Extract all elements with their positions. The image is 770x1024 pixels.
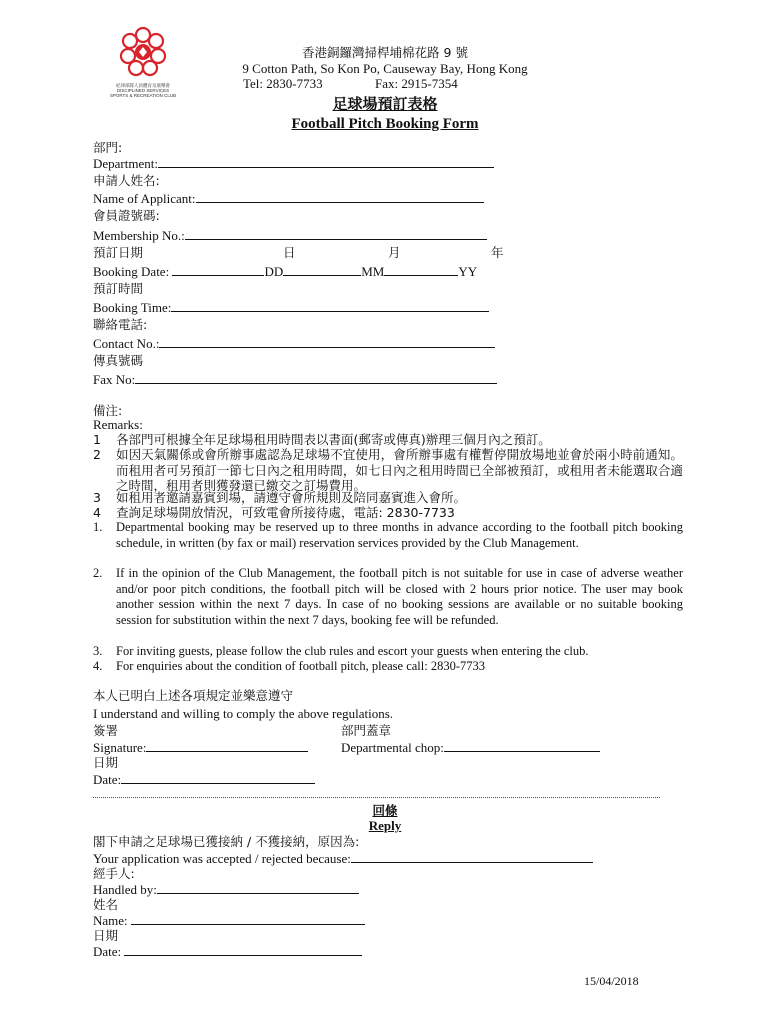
remark-number: 4 (93, 505, 101, 520)
decl-date-field[interactable] (93, 771, 315, 788)
membership-field[interactable] (93, 227, 487, 244)
handled-input-line[interactable] (157, 881, 359, 894)
decl-date-label: Date: (93, 772, 122, 787)
signature-field[interactable] (93, 739, 308, 756)
remark-text: Departmental booking may be reserved up to three months in advance according to the football pitch booking schedule, in written (by fax or mail) reservation services provided by the Club Management. (116, 520, 683, 550)
reply-status-label: Your application was accepted / rejected because: (93, 851, 351, 866)
title-en: Football Pitch Booking Form (291, 116, 479, 132)
reply-date-field[interactable] (93, 943, 362, 960)
remark-zh-1 (93, 432, 683, 448)
decl-date-label-zh: 日期 (93, 755, 119, 770)
contact-field[interactable] (93, 335, 495, 352)
department-label: Department: (93, 156, 158, 171)
reply-title-en: Reply (368, 818, 402, 833)
reply-name-label: Name: (93, 913, 128, 928)
remark-text: 查詢足球場開放情況，可致電會所接待處，電話: 2830-7733 (116, 505, 455, 520)
applicant-label: Name of Applicant: (93, 191, 196, 206)
day-input-line[interactable] (172, 263, 264, 276)
year-label-zh: 年 (491, 245, 504, 260)
department-input-line[interactable] (158, 155, 494, 168)
cut-line-divider (93, 797, 660, 798)
department-field[interactable] (93, 155, 494, 172)
booking-date-label: Booking Date: (93, 264, 170, 279)
declaration-zh: 本人已明白上述各項規定並樂意遵守 (93, 688, 294, 703)
remark-number: 1. (93, 520, 103, 534)
address-zh: 香港銅鑼灣掃桿埔棉花路 9 號 (302, 45, 468, 60)
remark-en-2 (93, 566, 683, 628)
chop-label: Departmental chop: (341, 740, 444, 755)
address-en: 9 Cotton Path, So Kon Po, Causeway Bay, Hong Kong (242, 61, 528, 76)
chop-input-line[interactable] (444, 739, 600, 752)
fax: Fax: 2915-7354 (375, 76, 458, 91)
remark-text: 如因天氣關係或會所辦事處認為足球場不宜使用，會所辦事處有權暫停開放場地並會於兩小時前通知。而租用者可另預訂一節七日內之租用時間，如七日內之租用時間已全部被預訂，或租用者未能選取合適之時間，租用者則獲發還已繳交之訂場費用。 (116, 447, 683, 493)
department-label-zh: 部門: (93, 140, 123, 155)
remark-text: For inviting guests, please follow the club rules and escort your guests when entering the club. (116, 644, 589, 658)
booking-date-field[interactable] (93, 263, 477, 280)
remark-number: 3. (93, 644, 103, 658)
applicant-label-zh: 申請人姓名: (93, 173, 160, 188)
remarks-heading-zh: 備注: (93, 403, 123, 418)
booking-time-label: Booking Time: (93, 300, 172, 315)
remark-zh-2 (93, 447, 683, 494)
signature-input-line[interactable] (146, 739, 308, 752)
remarks-heading-en: Remarks: (93, 417, 143, 432)
fax-label: Fax No: (93, 372, 136, 387)
title-zh: 足球場預訂表格 (332, 95, 438, 113)
remark-text: 如租用者邀請嘉賓到場，請遵守會所規則及陪同嘉賓進入會所。 (116, 490, 467, 505)
remark-zh-4 (93, 505, 683, 521)
remark-number: 1 (93, 432, 101, 447)
contact-input-line[interactable] (159, 335, 495, 348)
booking-date-label-zh: 預訂日期 (93, 245, 144, 260)
fax-label-zh: 傳真號碼 (93, 353, 144, 368)
remark-en-4 (93, 659, 683, 675)
fax-field[interactable] (93, 371, 497, 388)
fax-input-line[interactable] (135, 371, 497, 384)
logo-caption: 紀律部隊人員體育及康樂會 DISCIPLINED SERVICES SPORTS & RECREATION CLUB (109, 83, 177, 98)
remark-en-1 (93, 520, 683, 551)
handled-label-zh: 經手人: (93, 866, 135, 881)
reply-date-label: Date: (93, 944, 122, 959)
membership-input-line[interactable] (185, 227, 487, 240)
booking-time-field[interactable] (93, 299, 489, 316)
reply-name-label-zh: 姓名 (93, 897, 119, 912)
reply-date-input-line[interactable] (124, 943, 362, 956)
signature-label-zh: 簽署 (93, 723, 119, 738)
month-input-line[interactable] (283, 263, 361, 276)
signature-label: Signature: (93, 740, 147, 755)
chop-field[interactable] (341, 739, 600, 756)
contact-label: Contact No.: (93, 336, 160, 351)
reason-input-line[interactable] (351, 850, 593, 863)
decl-date-input-line[interactable] (121, 771, 315, 784)
membership-label: Membership No.: (93, 228, 185, 243)
remark-number: 2. (93, 566, 103, 580)
year-input-line[interactable] (384, 263, 458, 276)
reply-date-label-zh: 日期 (93, 928, 119, 943)
mm-label: MM (361, 264, 385, 279)
footer-date: 15/04/2018 (584, 974, 639, 988)
month-label-zh: 月 (388, 245, 401, 260)
remark-text: For enquiries about the condition of football pitch, please call: 2830-7733 (116, 659, 486, 673)
day-label-zh: 日 (283, 245, 296, 260)
reply-name-input-line[interactable] (131, 912, 365, 925)
booking-time-label-zh: 預訂時間 (93, 281, 144, 296)
contact-label-zh: 聯絡電話: (93, 317, 148, 332)
handled-label: Handled by: (93, 882, 157, 897)
remark-text: If in the opinion of the Club Management, the football pitch is not suitable for use in case of adverse weather and/or poor pitch conditions, the football pitch will be closed with 2 hours prior notice. The user may book another session within the next 7 days. In case of no booking sessions are available or no suitable booking session for substitution within the next 7 days, booking fee will be refunded. (116, 566, 683, 627)
membership-label-zh: 會員證號碼: (93, 208, 160, 223)
handled-field[interactable] (93, 881, 359, 898)
reply-status-zh: 閣下申請之足球場已獲接納 / 不獲接納，原因為: (93, 834, 360, 849)
remark-number: 2 (93, 447, 101, 462)
reply-title-zh: 回條 (372, 803, 398, 818)
reply-name-field[interactable] (93, 912, 365, 929)
applicant-input-line[interactable] (196, 190, 484, 203)
dd-label: DD (264, 264, 284, 279)
applicant-field[interactable] (93, 190, 484, 207)
yy-label: YY (458, 264, 478, 279)
remark-zh-3 (93, 490, 683, 506)
remark-number: 3 (93, 490, 101, 505)
tel: Tel: 2830-7733 (243, 76, 323, 91)
chop-label-zh: 部門蓋章 (341, 723, 392, 738)
reply-status-field[interactable] (93, 850, 593, 867)
remark-en-3 (93, 644, 683, 660)
remark-text: 各部門可根據全年足球場租用時間表以書面(郵寄或傳真)辦理三個月內之預訂。 (116, 432, 551, 447)
booking-time-input-line[interactable] (171, 299, 489, 312)
remark-number: 4. (93, 659, 103, 673)
declaration-en: I understand and willing to comply the above regulations. (93, 706, 394, 721)
